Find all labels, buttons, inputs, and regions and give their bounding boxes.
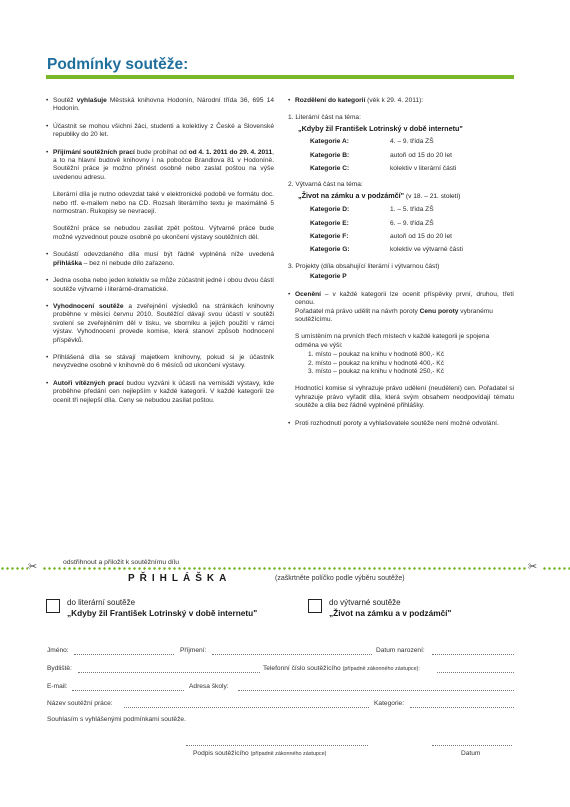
cond-return: Soutěžní práce se nebudou zasílat zpět poštou. Výtvarné práce bude možné vyzvednout pouze osobně po ukončení výstavy soutěžních děl. — [53, 225, 274, 241]
list-item: 2. místo – poukaz na knihu v hodnotě 400,- Kč — [308, 359, 444, 367]
art-option: do výtvarné soutěže „Život na zámku a v podzámčí" — [329, 598, 452, 618]
address-label: Bydliště: — [47, 665, 72, 672]
no-appeal-note: • Proti rozhodnutí poroty a vyhlašovatele soutěže není možné odvolání. — [288, 420, 514, 428]
phone-field[interactable] — [437, 671, 514, 673]
last-name-label: Příjmení: — [180, 647, 207, 654]
art-checkbox[interactable] — [308, 599, 322, 613]
literary-option: do literární soutěže „Kdyby žil František Lotrinský v době internetu" — [67, 598, 258, 618]
cond-ownership: • Přihlášená díla se stávají majetkem knihovny, pokud si je účastník nevyzvedne osobně v knihovně do 6 měsíců od ukončení výstavy. — [46, 354, 274, 371]
dotted-line — [42, 567, 528, 570]
birth-date-field[interactable] — [432, 653, 514, 655]
cond-submission: • Přijímání soutěžních prací bude probíhat od od 4. 1. 2011 do 29. 4. 2011, a to na hlavní budově knihovny i na pobočce Brandlova 81 v Hodoníně. Soutěžní práce je možno přinést osobně nebo zaslat poštou na výše uvedenou adresu. — [46, 149, 274, 183]
email-field[interactable] — [72, 689, 184, 691]
literary-checkbox[interactable] — [46, 599, 60, 613]
cond-winners: • Autoři vítězných prací budou vyzváni k účasti na vernisáži výstavy, kde proběhne předání cen nejlepším v každé kategorii. V každé kategorii lze ocenit tři nejlepší díla. Ceny se nebudou zasílat poštou. — [46, 380, 274, 405]
email-label: E-mail: — [47, 683, 68, 690]
list-item: 3. místo – poukaz na knihu v hodnotě 250,- Kč — [308, 367, 444, 375]
dotted-line — [542, 567, 570, 570]
literary-section — [288, 114, 514, 173]
cond-eligibility: • Účastnit se mohou všichni žáci, studenti a kolektivy z České a Slovenské republiky do 20 let. — [46, 123, 274, 140]
cond-evaluation: • Vyhodnocení soutěže a zveřejnění výsledků na stránkách knihovny proběhne v měsíci červnu 2010. Soutěžící dávají svou účastí v soutěži svolení se zveřejněním děl v tisku, ve sborníku a jejich použití v rámci výstav. Vyhodnocení provede komise, která stanoví způsob hodnocení příspěvků. — [46, 303, 274, 345]
dotted-line — [0, 567, 28, 570]
first-name-field[interactable] — [74, 653, 174, 655]
category-row: Kategorie G: kolektiv ve výtvarné části — [310, 246, 463, 254]
art-section-label: 2. Výtvarná část na téma: — [288, 181, 363, 189]
date-field[interactable] — [432, 744, 512, 746]
category-row: Kategorie P — [310, 273, 347, 281]
cond-literary-format: Literární díla je nutno odevzdat také v elektronické podobě ve formátu doc. nebo rtf. e-mailem nebo na CD. Rozsah literárního textu je maximálně 5 normostran. Rukopisy se nevracejí. — [53, 191, 274, 216]
last-name-field[interactable] — [212, 653, 372, 655]
category-field[interactable] — [410, 706, 514, 708]
conditions-left-column — [46, 97, 274, 414]
category-row: Kategorie C: kolektiv v literární části — [310, 165, 457, 173]
art-section — [288, 181, 514, 254]
category-row: Kategorie D: 1. – 5. třída ZŠ — [310, 206, 434, 214]
cond-application: • Součástí odevzdaného díla musí být řádně vyplněná níže uvedená přihláška – bez ní nebude dílo zařazeno. — [46, 251, 274, 268]
application-heading: PŘIHLÁŠKA — [128, 573, 232, 584]
projects-section — [288, 263, 514, 282]
work-title-field[interactable] — [124, 706, 369, 708]
cond-organizer: • Soutěž vyhlašuje Městská knihovna Hodonín, Národní třída 36, 695 14 Hodonín. — [46, 97, 274, 114]
cond-participation: • Jedna osoba nebo jeden kolektiv se může zúčastnit jedné i obou dvou částí soutěže výtvarné i literárně-dramatické. — [46, 277, 274, 294]
scissors-icon: ✂ — [528, 560, 538, 573]
category-row: Kategorie E: 6. – 9. třída ZŠ — [310, 219, 434, 227]
prize-list — [308, 351, 514, 376]
phone-label: Telefonní číslo soutěžícího (případně zákonného zástupce): — [263, 665, 420, 672]
work-title-label: Název soutěžní práce: — [47, 700, 113, 707]
signature-field[interactable] — [186, 744, 368, 746]
conditions-right-column — [288, 97, 514, 437]
projects-section-label: 3. Projekty (díla obsahující literární i výtvarnou část) — [288, 262, 440, 270]
categories-heading: • Rozdělení do kategorií (věk k 29. 4. 2011): — [288, 97, 514, 105]
school-address-label: Adresa školy: — [189, 683, 229, 690]
scissors-icon: ✂ — [28, 560, 38, 573]
art-topic: „Život na zámku a v podzámčí" (v 18. – 21. století) — [298, 190, 461, 200]
address-field[interactable] — [78, 671, 260, 673]
awards: • Ocenění – v každé kategorii lze ocenit příspěvky první, druhou, třetí cenou. — [288, 291, 514, 308]
first-name-label: Jméno: — [47, 647, 69, 654]
date-label: Datum — [461, 750, 481, 757]
category-row: Kategorie A: 4. – 9. třída ZŠ — [310, 138, 434, 146]
signature-label: Podpis soutěžícího (případně zákonného zástupce) — [193, 750, 327, 757]
jury-award: Pořadatel má právo udělit na návrh poroty Cenu poroty vybranému soutěžícímu. — [295, 307, 493, 323]
school-address-field[interactable] — [238, 689, 514, 691]
category-row: Kategorie B: autoři od 15 do 20 let — [310, 151, 452, 159]
commission-note: Hodnotící komise si vyhrazuje právo udělení (neudělení) cen. Pořadatel si vyhrazuje právo vyřadit díla, která svým obsahem neodpovídají tématu soutěže a dila bez řádně vyplněné přihlášky. — [295, 385, 514, 410]
category-row: Kategorie F: autoři od 15 do 20 let — [310, 233, 452, 241]
literary-topic: „Kdyby žil František Lotrinský v době internetu" — [298, 123, 463, 133]
list-item: 1. místo – poukaz na knihu v hodnotě 800,- Kč — [308, 351, 444, 359]
title-rule — [46, 75, 514, 79]
category-label: Kategorie: — [374, 700, 405, 707]
literary-section-label: 1. Literární část na téma: — [288, 114, 361, 122]
cut-instruction: odstřihnout a přiložit k soutěžnímu dílu — [60, 559, 182, 566]
application-heading-note: (zaškrtněte políčko podle výběru soutěže) — [275, 575, 405, 582]
consent-text: Souhlasím s vyhlášenými podmínkami soutěže. — [47, 716, 186, 723]
page-title: Podmínky soutěže: — [47, 56, 189, 73]
birth-date-label: Datum narození: — [376, 647, 425, 654]
prize-intro: S umístěním na prvních třech místech v každé kategorii je spojena odměna ve výši: — [295, 333, 490, 349]
